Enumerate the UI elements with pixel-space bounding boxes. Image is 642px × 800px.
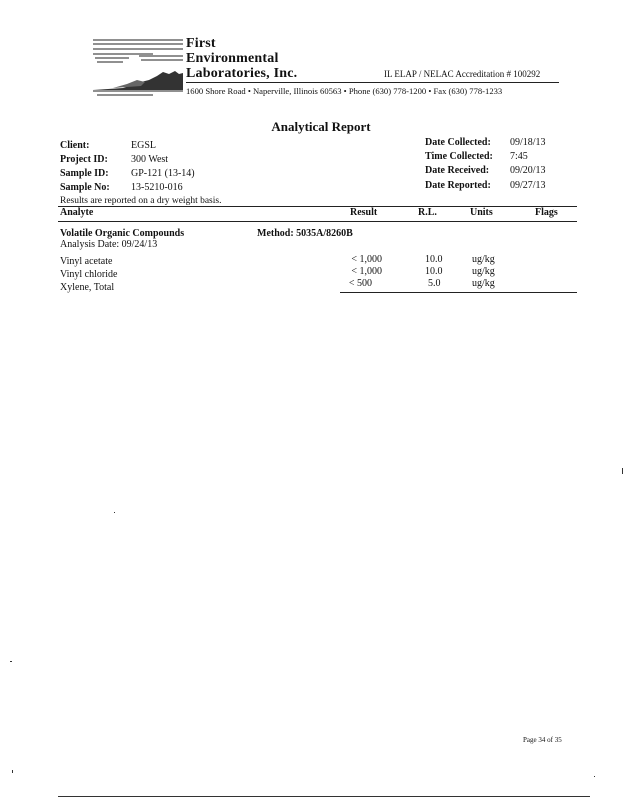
time-collected-value: 7:45 [510,151,528,162]
row-analyte: Vinyl chloride [60,269,118,280]
row-units: ug/kg [472,266,495,277]
row-result: < 1,000 [351,266,382,277]
col-header-units: Units [470,207,493,218]
scan-speck [10,661,12,662]
row-analyte: Xylene, Total [60,282,115,293]
sample-id-label: Sample ID: [60,168,109,179]
page-number: Page 34 of 35 [523,736,562,744]
row-rl: 10.0 [425,266,443,277]
accreditation: IL ELAP / NELAC Accreditation # 100292 [384,69,541,79]
client-value: EGSL [131,140,156,151]
row-result: < 500 [348,278,372,289]
col-header-flags: Flags [535,207,558,218]
row-rl: 10.0 [425,254,443,265]
date-received-value: 09/20/13 [510,165,546,176]
row-units: ug/kg [472,278,495,289]
date-received-label: Date Received: [425,165,490,176]
scan-speck [594,776,595,777]
date-reported-label: Date Reported: [425,180,491,191]
col-header-result: Result [350,207,378,218]
address: 1600 Shore Road • Naperville, Illinois 60563 • Phone (630) 778-1200 • Fax (630) 778-1233 [186,86,503,96]
company-name-line2: Environmental [186,51,279,66]
footer-rule [58,796,590,797]
header-rule [186,82,559,83]
method: Method: 5035A/8260B [257,228,353,239]
project-id-value: 300 West [131,154,169,165]
row-rl: 5.0 [428,278,441,289]
company-name-line1: First [186,36,216,51]
row-analyte: Vinyl acetate [60,256,113,267]
col-header-analyte: Analyte [60,207,94,218]
table-top-rule [58,206,577,207]
sample-id-value: GP-121 (13-14) [131,168,195,179]
section-title: Volatile Organic Compounds [60,228,185,239]
scan-speck [622,468,623,474]
analysis-date: Analysis Date: 09/24/13 [60,239,158,250]
col-header-rl: R.L. [418,207,437,218]
report-title: Analytical Report [271,119,371,134]
table-bottom-rule [340,292,577,293]
company-name-line3: Laboratories, Inc. [186,66,298,81]
header-bottom-rule [58,221,577,222]
row-result: < 1,000 [351,254,382,265]
date-collected-label: Date Collected: [425,137,491,148]
date-reported-value: 09/27/13 [510,180,546,191]
sample-no-label: Sample No: [60,182,110,193]
scan-speck [12,770,13,773]
company-logo [93,36,183,98]
scan-speck [114,512,115,513]
project-id-label: Project ID: [60,154,108,165]
client-label: Client: [60,140,90,151]
date-collected-value: 09/18/13 [510,137,546,148]
sample-no-value: 13-5210-016 [131,182,183,193]
row-units: ug/kg [472,254,495,265]
time-collected-label: Time Collected: [425,151,493,162]
basis-note: Results are reported on a dry weight basis. [60,196,222,206]
